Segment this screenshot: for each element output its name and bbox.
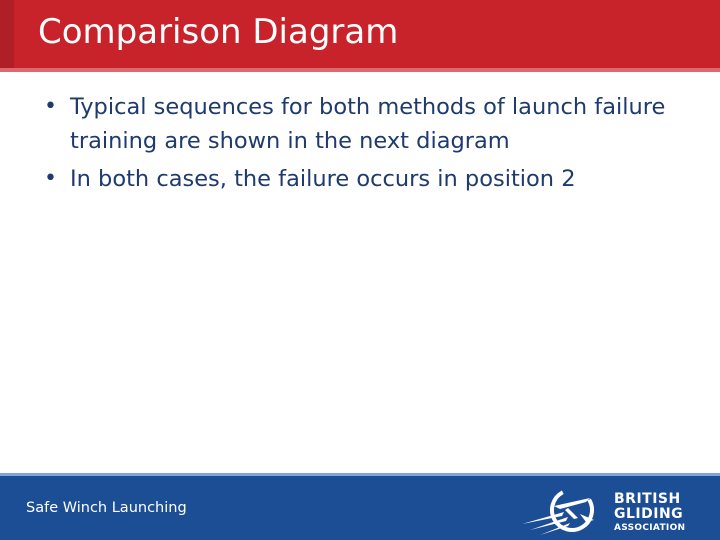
slide-title: Comparison Diagram (38, 12, 399, 52)
bullet-marker: • (44, 94, 57, 119)
logo-line-gliding: GLIDING (614, 506, 684, 522)
title-bar (0, 0, 720, 72)
bullet-marker: • (44, 166, 57, 191)
bullet-item (44, 162, 694, 196)
glider-swoosh-logo-icon (520, 484, 610, 538)
bullet-text: Typical sequences for both methods of launch failure training are shown in the next diagram (70, 94, 666, 154)
logo-wordmark (614, 492, 685, 534)
bullet-list (44, 90, 694, 200)
logo-line-british: BRITISH (614, 491, 681, 507)
bullet-item (44, 90, 694, 158)
title-bar-accent (0, 0, 14, 68)
footer-text: Safe Winch Launching (26, 500, 187, 516)
logo-line-association: ASSOCIATION (614, 523, 686, 533)
footer-bar (0, 473, 720, 540)
bga-logo (520, 484, 710, 538)
bullet-text: In both cases, the failure occurs in position 2 (70, 166, 576, 192)
